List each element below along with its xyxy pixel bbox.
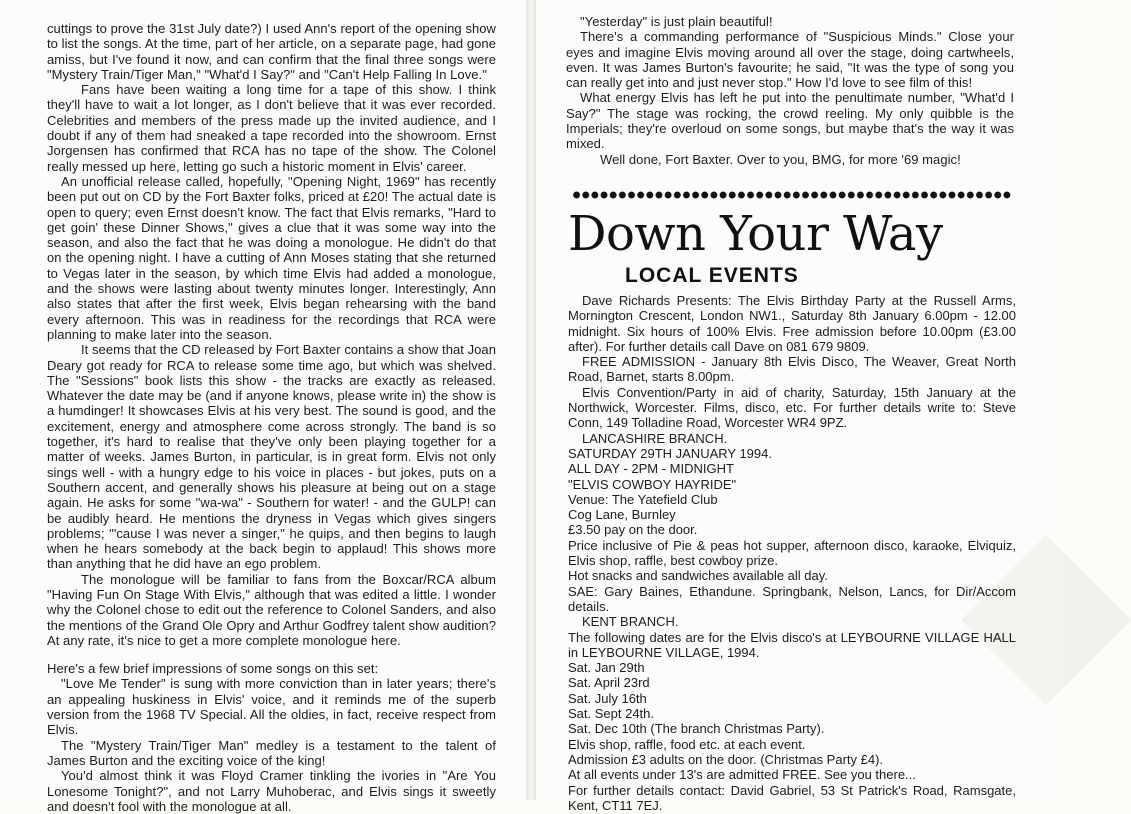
page-gutter: [526, 0, 536, 800]
article-paragraph: What energy Elvis has left he put into the penultimate number, "What'd I Say?" The stage was rocking, the crowd reeling. My only quibble is the Imperials; they're overloud on some songs, but maybe that's the way it was mixed.: [566, 90, 1014, 152]
article-paragraph: The "Mystery Train/Tiger Man" medley is a testament to the talent of James Burton and the exciting voice of the king!: [47, 737, 496, 768]
event-line: Admission £3 adults on the door. (Christmas Party £4).: [568, 751, 884, 767]
article-paragraph: Fans have been waiting a long time for a tape of this show. I think they'll have to wait a lot longer, as I don't believe that it was ever recorded. Celebrities and members of the press made up the invited audience, and I doubt if any of them had sneaked a tape recorded into the showroom. Ernst Jorgensen has confirmed that RCA has no tape of the show. The Colonel really messed up here, letting go such a historic moment in Elvis' career.: [47, 82, 496, 174]
left-page: [0, 0, 526, 814]
event-line: Sat. Sept 24th.: [568, 706, 655, 722]
article-paragraph: It seems that the CD released by Fort Baxter contains a show that Joan Deary got ready for RCA to release some time ago, but which was shelved. The "Sessions" book lists this show - the tracks are exactly as released. Whatever the date may be (and if anyone knows, please write in) the show is a humdinger! It showcases Elvis at his very best. The sound is good, and the excitement, energy and atmosphere come across strongly. The band is so together, it's hard to realise that they've only been playing together for a matter of weeks. James Burton, in particular, is in great form. Elvis not only sings well - with a hungry edge to his voice in places - but jokes, puts on a Southern accent, and generally shows his pleasure at being out on a stage again. He asks for some "wa-wa" - Southern for water! - and the GULP! can be audibly heard. He mentions the dryness in Vegas which gives singers problems; "'cause I was never a singer," he quips, and then begins to laugh when he hears somebody at the back begin to applaud! This shows more than anything that he did have an ego problem.: [47, 342, 496, 572]
dotted-divider: [572, 190, 1012, 200]
event-line: SAE: Gary Baines, Ethandune. Springbank, Nelson, Lancs, for Dir/Accom details.: [568, 583, 1016, 614]
section-subheading: LOCAL EVENTS: [625, 264, 799, 287]
event-line: Sat. April 23rd: [568, 675, 650, 691]
event-line: SATURDAY 29TH JANUARY 1994.: [568, 445, 772, 461]
article-paragraph: Here's a few brief impressions of some songs on this set:: [47, 661, 379, 677]
right-article-column: [566, 14, 1014, 167]
event-line: Price inclusive of Pie & peas hot supper, afternoon disco, karaoke, Elviquiz, Elvis shop, raffle, best cowboy prize.: [568, 537, 1016, 569]
event-line: The following dates are for the Elvis disco's at LEYBOURNE VILLAGE HALL in LEYBOURNE VILLAGE, 1994.: [568, 629, 1016, 660]
event-line: FREE ADMISSION - January 8th Elvis Disco, The Weaver, Great North Road, Barnet, starts 8.00pm.: [568, 354, 1016, 385]
article-paragraph: An unofficial release called, hopefully, "Opening Night, 1969" has recently been put out on CD by the Fort Baxter folks, priced at £20! The actual date is open to query; even Ernst doesn't know. The fact that Elvis remarks, "Hard to get goin' these Dinner Shows," gives a clue that it was some way into the season, and also the fact that he was doing a monologue. He didn't do that on the opening night. I have a cutting of Ann Moses stating that she returned to Vegas later in the season, by which time Elvis had added a monologue, and the shows were lasting about twenty minutes longer. Interestingly, Ann also states that after the first week, Elvis began rehearsing with the band every afternoon. This was in readiness for the recordings that RCA were planning to make later into the season.: [47, 173, 496, 342]
article-paragraph: There's a commanding performance of "Suspicious Minds." Close your eyes and imagine Elvis moving around all over the stage, doing cartwheels, even. It was James Burton's favourite; he said, "It was the type of song you can really get into and just never stop." How I'd love to see film of this!: [566, 29, 1014, 91]
event-line: For further details contact: David Gabriel, 53 St Patrick's Road, Ramsgate, Kent, CT11 7EJ.: [568, 782, 1016, 813]
event-line: Sat. Jan 29th: [568, 660, 645, 676]
article-paragraph: "Yesterday" is just plain beautiful!: [580, 14, 773, 29]
event-line: Sat. Dec 10th (The branch Christmas Party).: [568, 721, 825, 737]
event-line: Cog Lane, Burnley: [568, 507, 676, 523]
paragraph-spacer: [47, 648, 496, 661]
event-line: Venue: The Yatefield Club: [568, 491, 718, 507]
article-paragraph: You'd almost think it was Floyd Cramer tinkling the ivories in "Are You Lonesome Tonight?", and not Larry Muhoberac, and Elvis sings it sweetly and doesn't fool with the monologue at all.: [47, 768, 496, 814]
events-list: [568, 293, 1016, 813]
right-page: [536, 0, 1064, 813]
event-line: £3.50 pay on the door.: [568, 522, 698, 538]
event-line: LANCASHIRE BRANCH.: [582, 430, 728, 446]
event-line: ALL DAY - 2PM - MIDNIGHT: [568, 461, 734, 477]
event-line: Dave Richards Presents: The Elvis Birthday Party at the Russell Arms, Mornington Crescent, London NW1., Saturday 8th January 6.00pm - 12.00 midnight. Six hours of 100% Elvis. Free admission before 10.00pm (£3.00 after). For further details call Dave on 081 679 9809.: [568, 293, 1016, 354]
event-line: Sat. July 16th: [568, 690, 647, 706]
article-paragraph: The monologue will be familiar to fans from the Boxcar/RCA album "Having Fun On Stage With Elvis," although that was edited a little. I wonder why the Colonel chose to edit out the reference to Colonel Sanders, and also the mentions of the Grand Ole Opry and Arthur Godfrey talent show audition? At any rate, it's nice to get a more complete monologue here.: [47, 571, 496, 648]
event-line: At all events under 13's are admitted FREE. See you there...: [568, 767, 916, 783]
article-paragraph: "Love Me Tender" is sung with more conviction than in later years; there's an appealing huskiness in Elvis' voice, and it reminds me of the superb version from the 1968 TV Special. All the oldies, in fact, receive respect from Elvis.: [47, 676, 496, 738]
event-line: Elvis shop, raffle, food etc. at each event.: [568, 736, 806, 752]
section-headline: Down Your Way: [568, 206, 943, 262]
event-line: KENT BRANCH.: [582, 614, 679, 630]
article-paragraph: cuttings to prove the 31st July date?) I used Ann's report of the opening show to list the songs. At the time, part of her article, on a separate page, had gone amiss, but I've found it now, and can confirm that the final three songs were "Mystery Train/Tiger Man," "What'd I Say?" and "Can't Help Falling In Love.": [47, 21, 496, 82]
event-line: Hot snacks and sandwiches available all day.: [568, 568, 828, 584]
left-article-column: [47, 21, 496, 814]
event-line: Elvis Convention/Party in aid of charity, Saturday, 15th January at the Northwick, Worcester. Films, disco, etc. For further details write to: Steve Conn, 149 Tolladine Road, Worcester WR4 9PZ.: [568, 384, 1016, 431]
article-paragraph: Well done, Fort Baxter. Over to you, BMG, for more '69 magic!: [600, 151, 961, 167]
event-line: "ELVIS COWBOY HAYRIDE": [568, 476, 737, 492]
